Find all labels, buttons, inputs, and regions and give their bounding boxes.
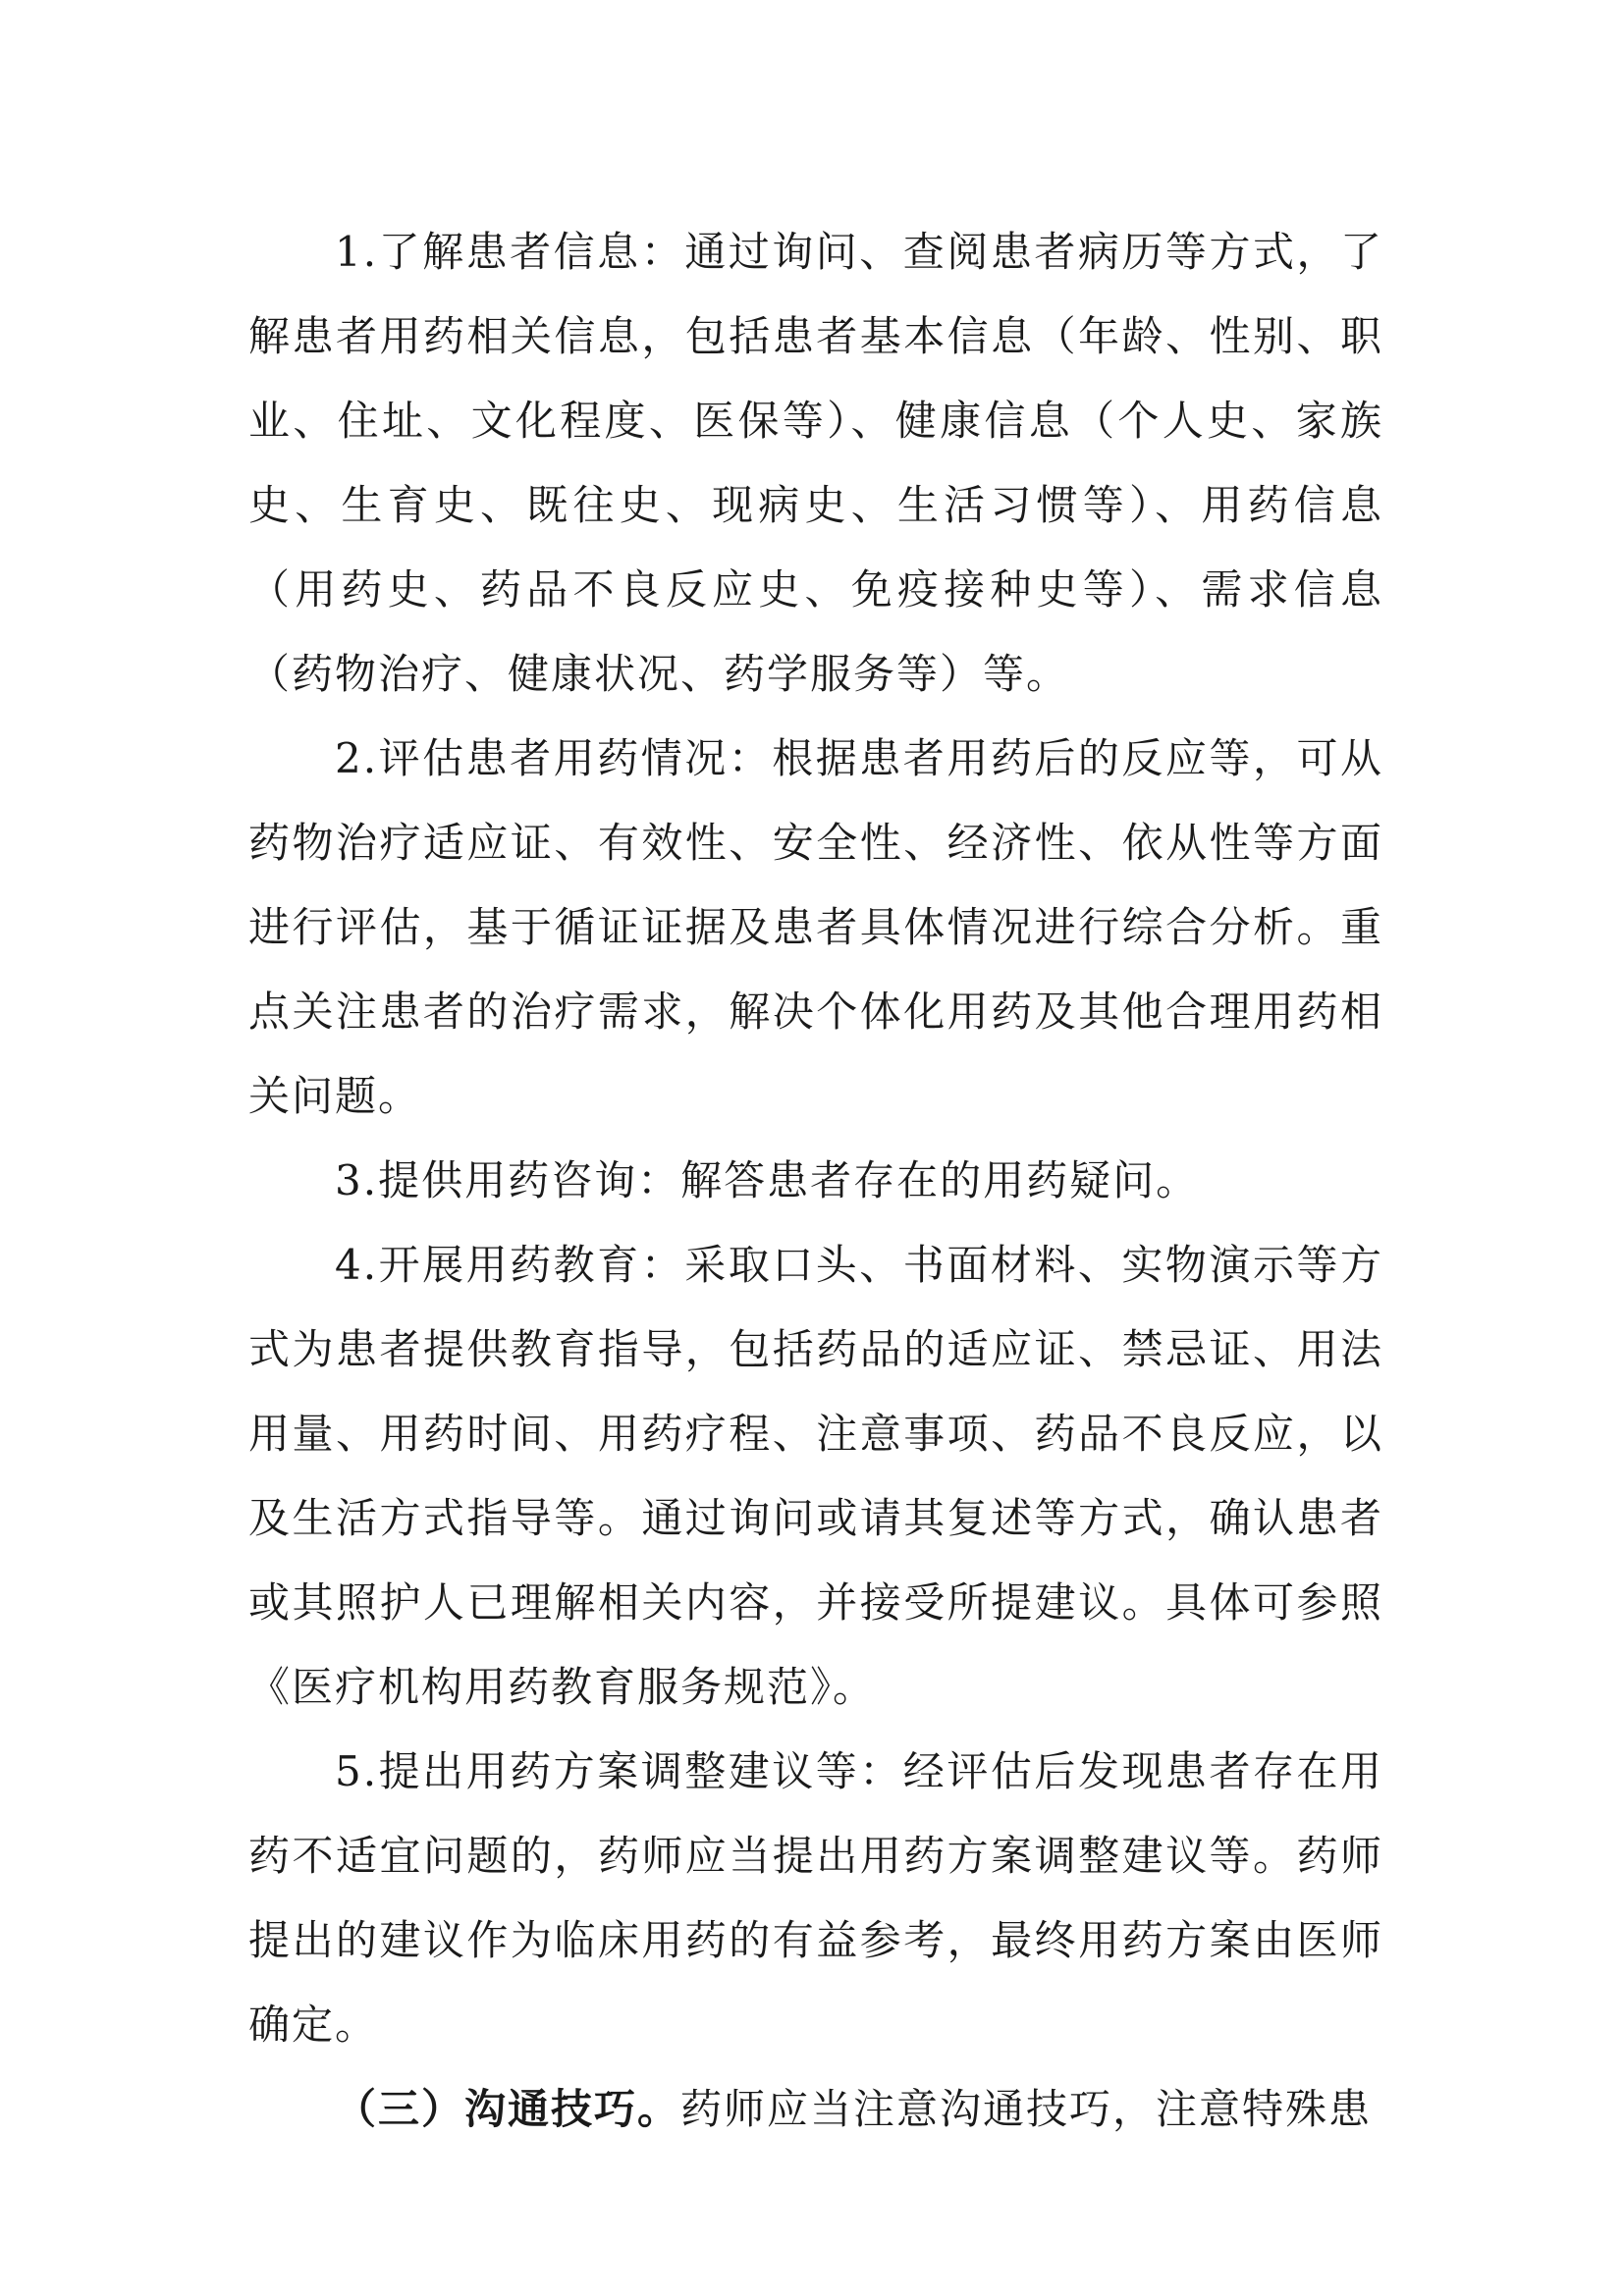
paragraph-communication-text: 药师应当注意沟通技巧，注意特殊患 [680, 2085, 1373, 2133]
paragraph-communication-skills [248, 2067, 1383, 2152]
paragraph-understand-patient-info: 1.了解患者信息：通过询问、查阅患者病历等方式，了解患者用药相关信息，包括患者基本信息（年龄、性别、职业、住址、文化程度、医保等）、健康信息（个人史、家族史、生育史、既往史、现病史、生活习惯等）、用药信息（用药史、药品不良反应史、免疫接种史等）、需求信息（药物治疗、健康状况、药学服务等）等。 [248, 228, 1383, 698]
document-body [248, 210, 1383, 2152]
section-heading-communication: （三）沟通技巧。 [335, 2085, 681, 2133]
paragraph-medication-consultation: 3.提供用药咨询：解答患者存在的用药疑问。 [335, 1156, 1200, 1204]
paragraph-medication-education: 4.开展用药教育：采取口头、书面材料、实物演示等方式为患者提供教育指导，包括药品的适应证、禁忌证、用法用量、用药时间、用药疗程、注意事项、药品不良反应，以及生活方式指导等。通过询问或请其复述等方式，确认患者或其照护人已理解相关内容，并接受所提建议。具体可参照《医疗机构用药教育服务规范》。 [248, 1241, 1383, 1711]
paragraph-adjustment-suggestions: 5.提出用药方案调整建议等：经评估后发现患者存在用药不适宜问题的，药师应当提出用药方案调整建议等。药师提出的建议作为临床用药的有益参考，最终用药方案由医师确定。 [248, 1747, 1383, 2049]
paragraph-assess-medication: 2.评估患者用药情况：根据患者用药后的反应等，可从药物治疗适应证、有效性、安全性、经济性、依从性等方面进行评估，基于循证证据及患者具体情况进行综合分析。重点关注患者的治疗需求，解决个体化用药及其他合理用药相关问题。 [248, 734, 1383, 1120]
